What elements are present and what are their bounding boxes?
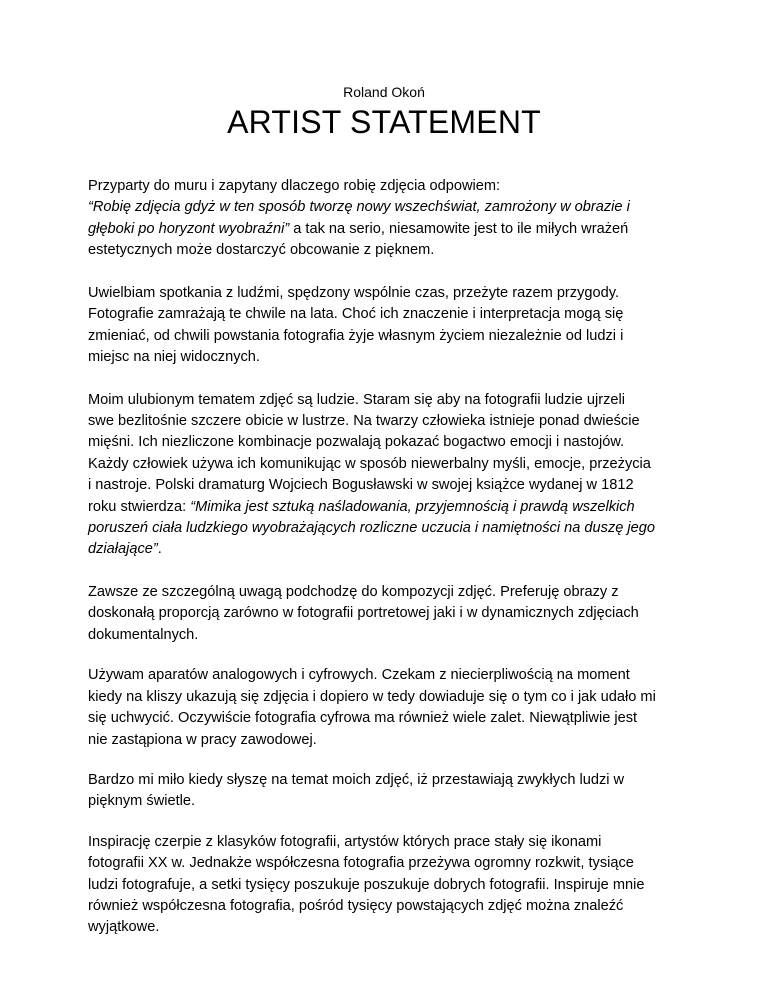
- body-text: nie zastąpiona w pracy zawodowej.: [88, 731, 317, 748]
- paragraph: [88, 770, 680, 813]
- body-text: zmieniać, od chwili powstania fotografia żyje własnym życiem niezależnie od ludzi i: [88, 327, 624, 344]
- text-line: [88, 304, 680, 325]
- text-line: [88, 240, 680, 261]
- text-line: [88, 432, 680, 453]
- body-text: Inspirację czerpie z klasyków fotografii, artystów których prace stały się ikonami: [88, 833, 602, 850]
- paragraph: [88, 390, 680, 561]
- text-line: [88, 176, 680, 197]
- body-text: wyjątkowe.: [88, 919, 160, 936]
- quote-text: “Mimika jest sztuką naśladowania, przyjemnością i prawdą wszelkich: [190, 498, 635, 515]
- body-text: a tak na serio, niesamowite jest to ile miłych wrażeń: [289, 220, 629, 237]
- document-title: ARTIST STATEMENT: [227, 104, 541, 140]
- quote-text: “Robię zdjęcia gdyż w ten sposób tworzę nowy wszechświat, zamrożony w obrazie i: [88, 199, 630, 216]
- text-line: [88, 390, 680, 411]
- text-line: [88, 539, 680, 560]
- body-text: kiedy na kliszy ukazują się zdjęcia i dopiero w tedy dowiaduje się o tym co i jak udało mi: [88, 688, 656, 705]
- body-text: Używam aparatów analogowych i cyfrowych. Czekam z niecierpliwością na moment: [88, 667, 630, 684]
- text-line: [88, 475, 680, 496]
- statement-body: [88, 176, 680, 960]
- paragraph: [88, 176, 680, 262]
- body-text: fotografii XX w. Jednakże współczesna fotografia przeżywa ogromny rozkwit, tysiące: [88, 855, 634, 872]
- body-text: swe bezlitośnie szczere obicie w lustrze. Na twarzy człowieka istnieje ponad dwieście: [88, 413, 640, 430]
- text-line: [88, 497, 680, 518]
- body-text: Przyparty do muru i zapytany dlaczego robię zdjęcia odpowiem:: [88, 178, 501, 194]
- body-text: Uwielbiam spotkania z ludźmi, spędzony wspólnie czas, przeżyte razem przygody.: [88, 284, 620, 301]
- body-text: się uchwycić. Oczywiście fotografia cyfrowa ma również wiele zalet. Niewątpliwie jest: [88, 710, 638, 727]
- text-line: [88, 708, 680, 729]
- text-line: [88, 665, 680, 686]
- author-name: Roland Okoń: [343, 84, 425, 100]
- body-text: Moim ulubionym tematem zdjęć są ludzie. Staram się aby na fotografii ludzie ujrzeli: [88, 391, 625, 408]
- paragraph: [88, 832, 680, 939]
- text-line: [88, 730, 680, 751]
- body-text: roku stwierdza:: [88, 498, 191, 515]
- text-line: [88, 770, 680, 791]
- body-text: doskonałą proporcją zarówno w fotografii portretowej jaki i w dynamicznych zdjęciach: [88, 605, 639, 622]
- body-text: Każdy człowiek używa ich komunikując w sposób niewerbalny myśli, emocje, przeżycia: [88, 455, 651, 472]
- body-text: Zawsze ze szczególną uwagą podchodzę do kompozycji zdjęć. Preferuję obrazy z: [88, 584, 619, 601]
- text-line: [88, 603, 680, 624]
- text-line: [88, 454, 680, 475]
- text-line: [88, 687, 680, 708]
- body-text: Fotografie zamrażają te chwile na lata. Choć ich znaczenie i interpretacja mogą się: [88, 306, 624, 323]
- text-line: [88, 219, 680, 240]
- body-text: .: [157, 541, 162, 558]
- text-line: [88, 896, 680, 917]
- text-line: [88, 791, 680, 812]
- text-line: [88, 917, 680, 938]
- text-line: [88, 582, 680, 603]
- text-line: [88, 411, 680, 432]
- body-text: ludzi fotografuje, a setki tysięcy poszukuje poszukuje dobrych fotografii. Inspiruje mnie: [88, 876, 645, 893]
- quote-text: poruszeń ciała ludzkiego wyobrażających rozliczne uczucia i namiętności na duszę jego: [88, 520, 656, 537]
- body-text: mięśni. Ich niezliczone kombinacje pozwalają pokazać bogactwo emocji i nastojów.: [88, 434, 625, 451]
- body-text: estetycznych może dostarczyć obcowanie z pięknem.: [88, 242, 435, 259]
- body-text: również współczesna fotografia, pośród tysięcy powstających zdjęć można znaleźć: [88, 897, 624, 914]
- quote-text: głęboki po horyzont wyobraźni”: [88, 220, 290, 237]
- body-text: i nastroje. Polski dramaturg Wojciech Bogusławski w swojej książce wydanej w 1812: [88, 477, 634, 494]
- text-line: [88, 518, 680, 539]
- body-text: pięknym świetle.: [88, 793, 196, 810]
- text-line: [88, 853, 680, 874]
- text-line: [88, 875, 680, 896]
- paragraph: [88, 665, 680, 751]
- paragraph: [88, 283, 680, 369]
- body-text: miejsc na niej widocznych.: [88, 349, 260, 366]
- text-line: [88, 625, 680, 646]
- quote-text: działające”: [88, 541, 158, 558]
- text-line: [88, 283, 680, 304]
- text-line: [88, 347, 680, 368]
- text-line: [88, 197, 680, 218]
- paragraph: [88, 582, 680, 646]
- text-line: [88, 832, 680, 853]
- text-line: [88, 326, 680, 347]
- body-text: Bardzo mi miło kiedy słyszę na temat moich zdjęć, iż przestawiają zwykłych ludzi w: [88, 771, 625, 788]
- body-text: dokumentalnych.: [88, 626, 199, 643]
